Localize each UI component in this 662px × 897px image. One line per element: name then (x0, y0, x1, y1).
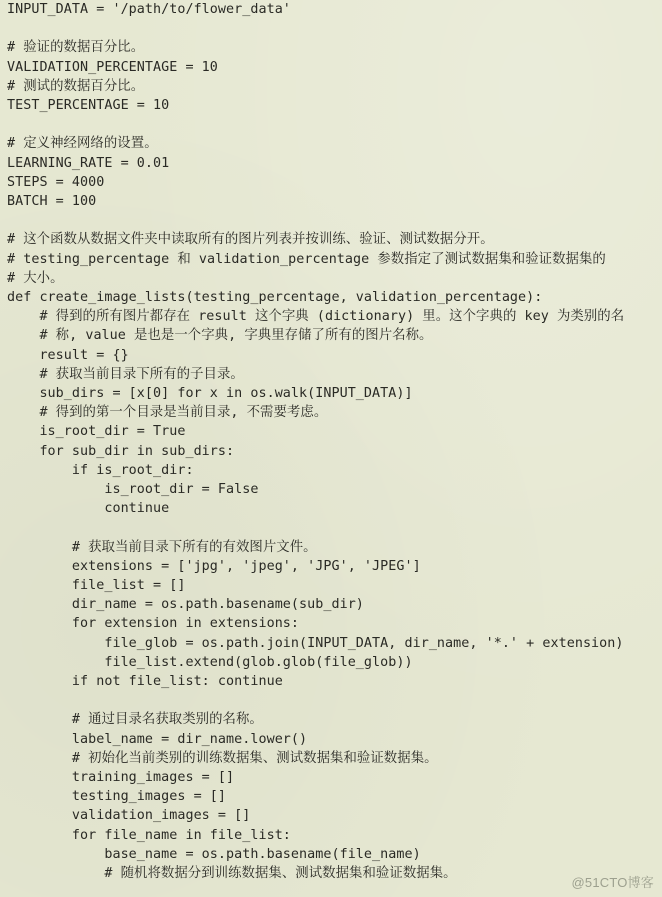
code-comment: # 这个函数从数据文件夹中读取所有的图片列表并按训练、验证、测试数据分开。 (7, 232, 494, 248)
code-comment: # 随机将数据分到训练数据集、测试数据集和验证数据集。 (7, 866, 457, 881)
code-line: for extension in extensions: (7, 616, 300, 632)
code-line: for file_name in file_list: (7, 827, 291, 843)
code-line: extensions = ['jpg', 'jpeg', 'JPG', 'JPEG'] (7, 558, 421, 574)
code-line: LEARNING_RATE = 0.01 (7, 155, 170, 171)
code-line: continue (7, 501, 170, 517)
code-comment: # 大小。 (7, 270, 64, 286)
code-line: label_name = dir_name.lower() (7, 731, 308, 747)
code-line: result = {} (7, 347, 129, 363)
code-comment: # 定义神经网络的设置。 (7, 136, 158, 152)
code-line: INPUT_DATA = '/path/to/flower_data' (7, 2, 291, 17)
code-comment: # 获取当前目录下所有的子目录。 (7, 366, 244, 382)
code-line: file_glob = os.path.join(INPUT_DATA, dir_name, '*.' + extension) (7, 635, 624, 651)
code-line: STEPS = 4000 (7, 174, 105, 190)
code-comment: # 初始化当前类别的训练数据集、测试数据集和验证数据集。 (7, 750, 438, 766)
code-line: VALIDATION_PERCENTAGE = 10 (7, 59, 218, 75)
code-line: def create_image_lists(testing_percentage, validation_percentage): (7, 290, 543, 305)
code-comment: # 验证的数据百分比。 (7, 40, 145, 56)
code-line: testing_images = [] (7, 789, 227, 805)
code-line: for sub_dir in sub_dirs: (7, 443, 235, 459)
code-comment: # 通过目录名获取类别的名称。 (7, 712, 263, 728)
code-line: base_name = os.path.basename(file_name) (7, 846, 421, 862)
code-comment: # 称, value 是也是一个字典, 字典里存储了所有的图片名称。 (7, 328, 433, 344)
code-line: is_root_dir = False (7, 482, 259, 497)
code-comment: # 得到的第一个目录是当前目录, 不需要考虑。 (7, 405, 328, 421)
code-line: file_list.extend(glob.glob(file_glob)) (7, 654, 413, 670)
code-line: BATCH = 100 (7, 194, 97, 209)
code-comment: # 得到的所有图片都存在 result 这个字典 (dictionary) 里。这个字典的 key 为类别的名 (7, 309, 625, 325)
watermark: @51CTO博客 (571, 875, 654, 890)
code-comment: # 获取当前目录下所有的有效图片文件。 (7, 539, 317, 555)
code-line: training_images = [] (7, 770, 235, 785)
code-line: if is_root_dir: (7, 462, 194, 478)
code-line: is_root_dir = True (7, 424, 186, 440)
code-line: file_list = [] (7, 578, 186, 593)
code-line: dir_name = os.path.basename(sub_dir) (7, 597, 364, 613)
code-line: validation_images = [] (7, 808, 251, 824)
code-line: if not file_list: continue (7, 674, 283, 689)
code-comment: # 测试的数据百分比。 (7, 78, 145, 94)
code-comment: # testing_percentage 和 validation_percentage 参数指定了测试数据集和验证数据集的 (7, 251, 606, 267)
code-line: sub_dirs = [x[0] for x in os.walk(INPUT_DATA)] (7, 386, 413, 401)
code-line: TEST_PERCENTAGE = 10 (7, 98, 170, 113)
